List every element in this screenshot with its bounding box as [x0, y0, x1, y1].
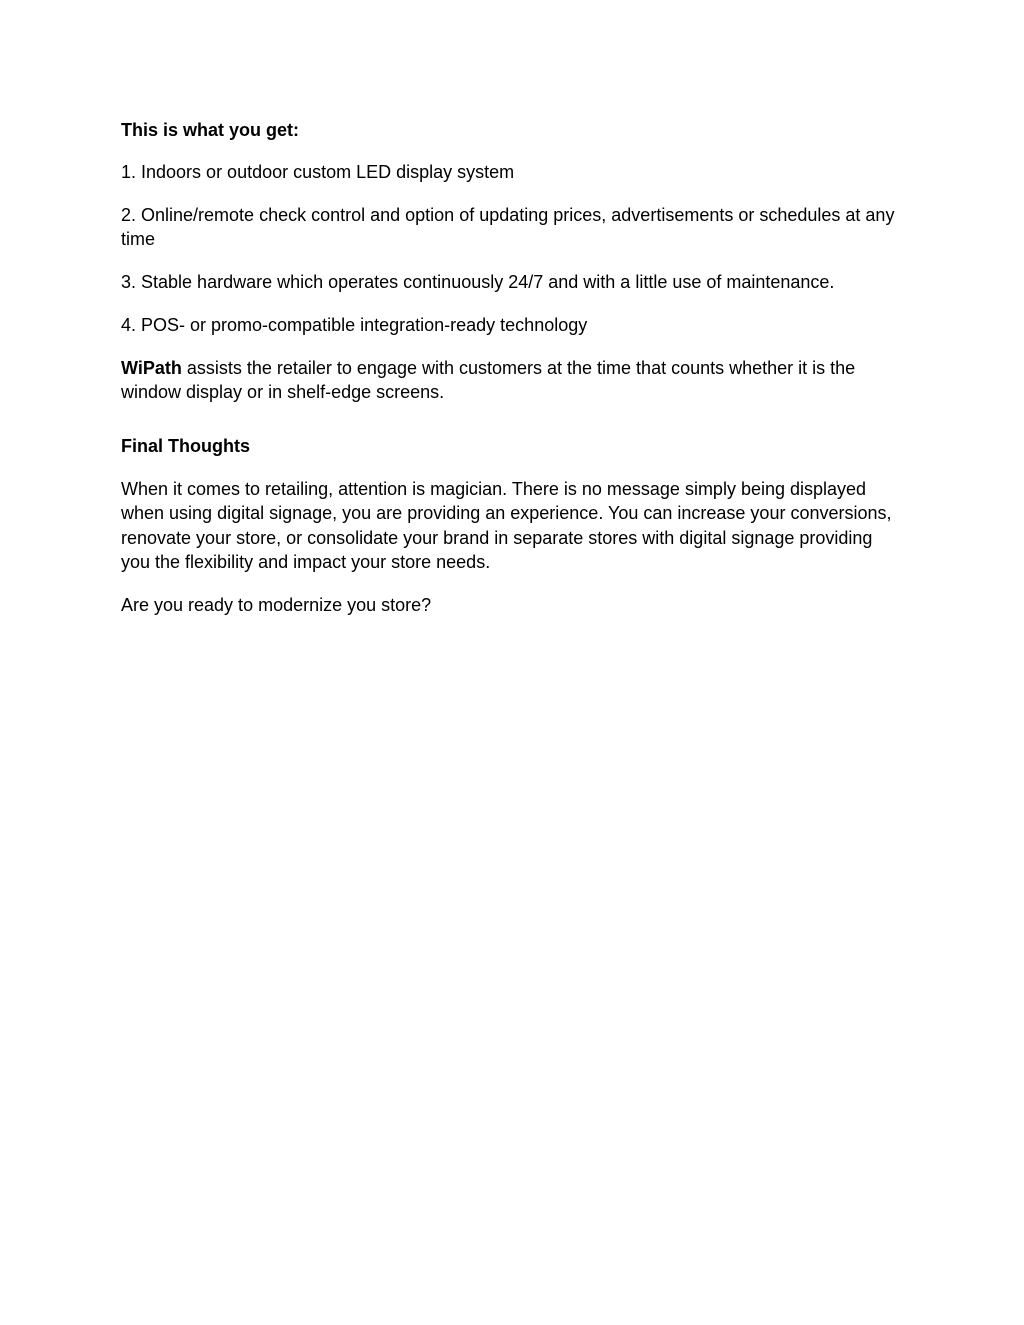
list-item-4: 4. POS- or promo-compatible integration-ready technology	[121, 314, 588, 335]
intro-heading: This is what you get:	[121, 120, 300, 140]
closing-question: Are you ready to modernize you store?	[121, 594, 432, 615]
wipath-paragraph-text: assists the retailer to engage with customers at the time that counts whether it is the window display or in shelf-edge screens.	[121, 357, 856, 403]
list-item-1: 1. Indoors or outdoor custom LED display system	[121, 162, 515, 183]
final-paragraph: When it comes to retailing, attention is magician. There is no message simply being displayed when using digital signage, you are providing an experience. You can increase your conversions, renovate your store, or consolidate your brand in separate stores with digital signage providing you the flexibility and impact your store needs.	[121, 479, 892, 573]
wipath-paragraph	[121, 356, 896, 405]
document-page	[121, 118, 896, 617]
list-item-2: 2. Online/remote check control and option of updating prices, advertisements or schedules at any time	[121, 205, 895, 250]
list-item-3: 3. Stable hardware which operates continuously 24/7 and with a little use of maintenance.	[121, 272, 835, 293]
final-thoughts-heading: Final Thoughts	[121, 436, 250, 457]
brand-name: WiPath	[121, 357, 182, 378]
